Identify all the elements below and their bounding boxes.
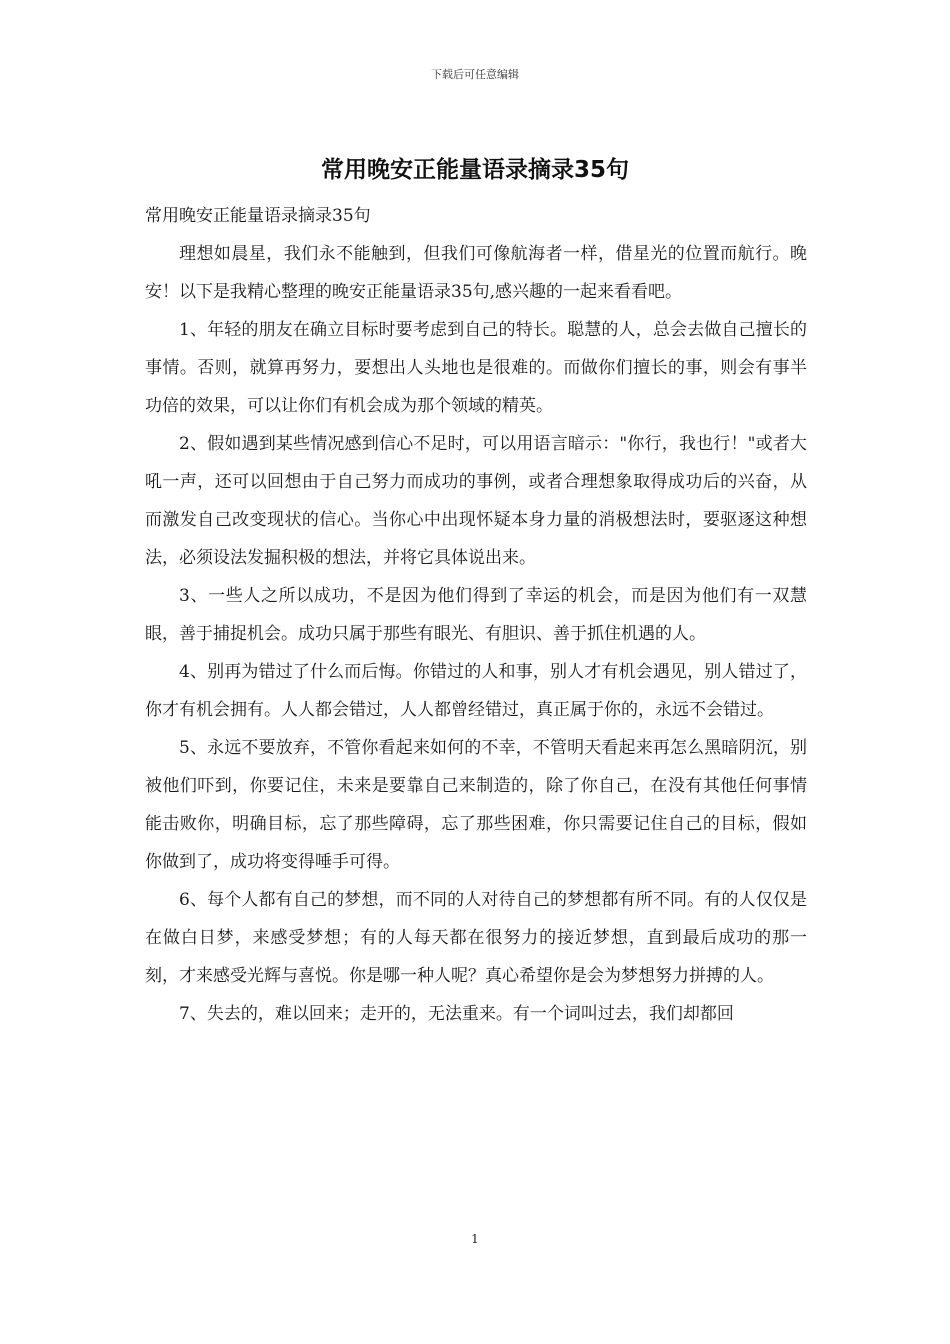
page-number: 1 (471, 1232, 479, 1246)
paragraph-intro: 理想如晨星，我们永不能触到，但我们可像航海者一样，借星光的位置而航行。晚安！以下是我精心整理的晚安正能量语录35句,感兴趣的一起来看看吧。 (145, 244, 807, 302)
paragraph-1: 1、年轻的朋友在确立目标时要考虑到自己的特长。聪慧的人，总会去做自己擅长的事情。否则，就算再努力，要想出人头地也是很难的。而做你们擅长的事，则会有事半功倍的效果，可以让你们有机会成为那个领域的精英。 (145, 320, 807, 416)
document-subtitle: 常用晚安正能量语录摘录35句 (145, 206, 371, 226)
paragraph-7: 7、失去的，难以回来；走开的，无法重来。有一个词叫过去，我们却都回 (179, 1004, 734, 1024)
document-body (145, 197, 807, 1033)
header-note: 下载后可任意编辑 (431, 68, 519, 81)
paragraph-4: 4、别再为错过了什么而后悔。你错过的人和事，别人才有机会遇见，别人错过了，你才有机会拥有。人人都会错过，人人都曾经错过，真正属于你的，永远不会错过。 (145, 662, 807, 720)
paragraph-2: 2、假如遇到某些情况感到信心不足时，可以用语言暗示："你行，我也行！"或者大吼一声，还可以回想由于自己努力而成功的事例，或者合理想象取得成功后的兴奋，从而激发自己改变现状的信心。当你心中出现怀疑本身力量的消极想法时，要驱逐这种想法，必须设法发掘积极的想法，并将它具体说出来。 (145, 434, 807, 568)
document-title: 常用晚安正能量语录摘录35句 (320, 157, 629, 183)
paragraph-5: 5、永远不要放弃，不管你看起来如何的不幸，不管明天看起来再怎么黑暗阴沉，别被他们吓到，你要记住，未来是要靠自己来制造的，除了你自己，在没有其他任何事情能击败你，明确目标，忘了那些障碍，忘了那些困难，你只需要记住自己的目标，假如你做到了，成功将变得唾手可得。 (145, 738, 807, 872)
paragraph-6: 6、每个人都有自己的梦想，而不同的人对待自己的梦想都有所不同。有的人仅仅是在做白日梦，来感受梦想；有的人每天都在很努力的接近梦想，直到最后成功的那一刻，才来感受光辉与喜悦。你是哪一种人呢？真心希望你是会为梦想努力拼搏的人。 (145, 890, 807, 986)
paragraph-3: 3、一些人之所以成功，不是因为他们得到了幸运的机会，而是因为他们有一双慧眼，善于捕捉机会。成功只属于那些有眼光、有胆识、善于抓住机遇的人。 (145, 586, 807, 644)
